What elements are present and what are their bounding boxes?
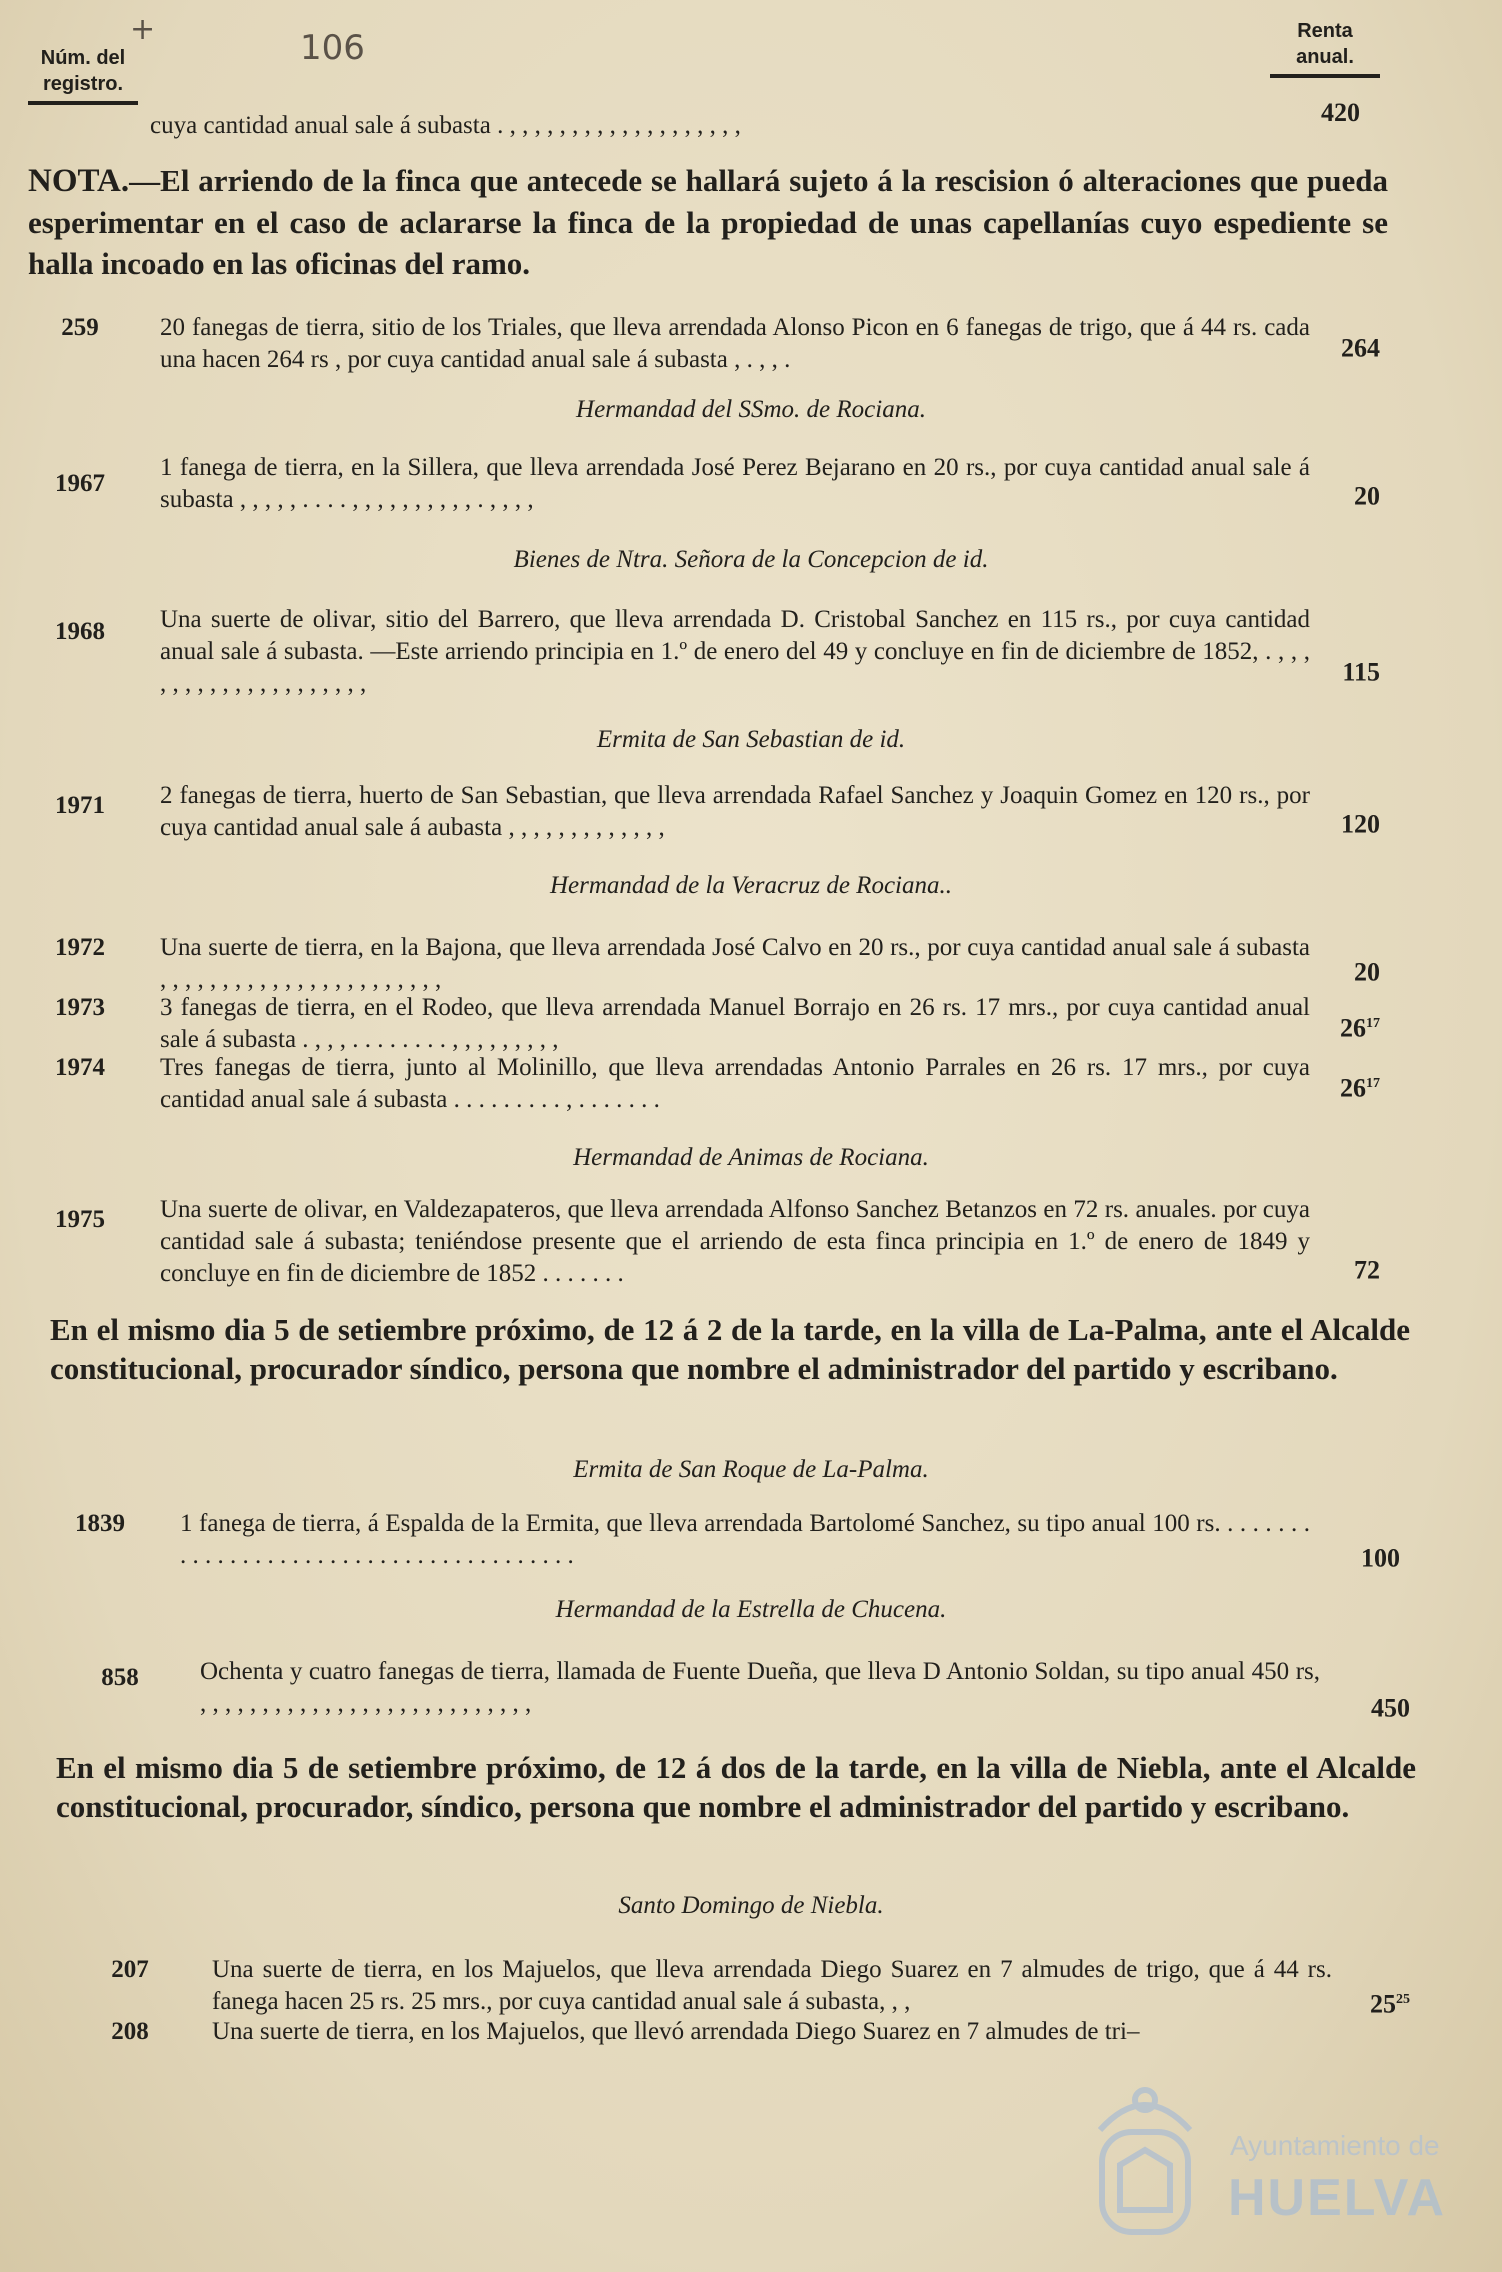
entry-description: Una suerte de olivar, sitio del Barrero, que lleva arrendada D. Cristobal Sanchez en 115 rs., por cuya cantidad anual sale á subasta. —Este arriendo principia en 1.º de enero del 49 y concluye en fin de diciembre de 1852, . , , , , , , , , , , , , , , , , , , , ,	[160, 606, 1310, 697]
registry-number: 1973	[55, 994, 105, 1021]
entry-description: Una suerte de tierra, en los Majuelos, que lleva arrendada Diego Suarez en 7 almudes de trigo, que á 44 rs. fanega hacen 25 rs. 25 mrs., por cuya cantidad anual sale á subasta, , ,	[212, 1956, 1332, 2015]
registry-number: 1839	[75, 1510, 125, 1537]
entry-description: 1 fanega de tierra, en la Sillera, que lleva arrendada José Perez Bejarano en 20 rs., por cuya cantidad anual sale á subasta , , , , , . . . . , , , , , , , , , , . , , , ,	[160, 454, 1310, 513]
registry-number: 858	[101, 1664, 139, 1691]
section-heading: Hermandad de la Veracruz de Rociana..	[549, 872, 952, 899]
entry-description: Una suerte de tierra, en la Bajona, que lleva arrendada José Calvo en 20 rs., por cuya cantidad anual sale á subasta , , , , , , , , , , , , , , , , , , , , , , ,	[160, 934, 1310, 993]
nota-text: —El arriendo de la finca que antecede se hallará sujeto á la rescision ó alteraciones que pueda esperimentar en el caso de aclararse la finca de la propiedad de unas capellanías cuyo espediente se halla incoado en las oficinas del ramo.	[28, 163, 1388, 281]
coat-of-arms-icon	[1080, 2070, 1210, 2260]
annual-rent-column-header	[1270, 18, 1380, 78]
entry-description: Tres fanegas de tierra, junto al Molinillo, que lleva arrendadas Antonio Parrales en 26 rs. 17 mrs., por cuya cantidad anual sale á subasta . . . . . . . . . , . . . . . . .	[160, 1054, 1310, 1113]
registry-number: 1972	[55, 934, 105, 961]
section-heading: Bienes de Ntra. Señora de la Concepcion de id.	[513, 546, 989, 573]
entry-rent-amount: 115	[1342, 657, 1380, 687]
entry-rent-amount: 100	[1361, 1543, 1400, 1573]
entry-description: 1 fanega de tierra, á Espalda de la Ermita, que lleva arrendada Bartolomé Sanchez, su tipo anual 100 rs. . . . . . . . . . . . . . . . . . . . . . . . . . . . . . . . . . . . . . . .	[180, 1510, 1310, 1569]
entry-description: Ochenta y cuatro fanegas de tierra, llamada de Fuente Dueña, que lleva D Antonio Soldan, su tipo anual 450 rs, , , , , , , , , , , , , , , , , , , , , , , , , , , ,	[200, 1658, 1320, 1717]
entry-rent-amount: $26^{17}$	[1340, 1073, 1380, 1103]
entry-rent-amount: $25^{25}$	[1370, 1989, 1410, 2019]
registry-number: 1975	[55, 1206, 105, 1233]
entry-description: 3 fanegas de tierra, en el Rodeo, que lleva arrendada Manuel Borrajo en 26 rs. 17 mrs., por cuya cantidad anual sale á subasta . , , , . . . . . . . . , , , , , , , , ,	[160, 994, 1310, 1053]
section-heading: Hermandad de la Estrella de Chucena.	[555, 1596, 947, 1623]
header-rule-right	[1270, 74, 1380, 78]
entry-rent-amount: 450	[1371, 1693, 1410, 1723]
entry-description: Una suerte de tierra, en los Majuelos, que llevó arrendada Diego Suarez en 7 almudes de tri–	[212, 2018, 1140, 2045]
section-heading: Santo Domingo de Niebla.	[618, 1892, 884, 1919]
section-heading: Hermandad del SSmo. de Rociana.	[576, 396, 926, 423]
registry-number: 1967	[55, 470, 105, 497]
watermark-line2: HUELVA	[1228, 2169, 1447, 2227]
watermark-line1: Ayuntamiento de	[1230, 2130, 1440, 2161]
auction-notice-niebla: En el mismo dia 5 de setiembre próximo, de 12 á dos de la tarde, en la villa de Niebla, ante el Alcalde constitucional, procurador, síndico, persona que nombre el administrador del partido y escribano.	[56, 1750, 1416, 1824]
handwritten-cross-mark: +	[130, 12, 156, 47]
entry-description: Una suerte de olivar, en Valdezapateros, que lleva arrendada Alfonso Sanchez Betanzos en 72 rs. anuales. por cuya cantidad sale á subasta; teniéndose presente que el arriendo de esta finca principia en 1.º de enero de 1849 y concluye en fin de diciembre de 1852 . . . . . . .	[160, 1196, 1310, 1287]
continuation-amount: 420	[1321, 98, 1360, 127]
entry-rent-amount: 20	[1354, 481, 1380, 511]
entry-rent-amount: 72	[1354, 1255, 1380, 1285]
section-heading: Hermandad de Animas de Rociana.	[573, 1144, 929, 1171]
registry-number: 1974	[55, 1054, 105, 1081]
entry-description: 20 fanegas de tierra, sitio de los Triales, que lleva arrendada Alonso Picon en 6 fanegas de trigo, que á 44 rs. cada una hacen 264 rs , por cuya cantidad anual sale á subasta , . , , .	[160, 314, 1310, 373]
registry-number: 208	[111, 2018, 149, 2045]
auction-notice-la-palma: En el mismo dia 5 de setiembre próximo, de 12 á 2 de la tarde, en la villa de La-Palma, ante el Alcalde constitucional, procurador síndico, persona que nombre el administrador del partido y escribano.	[50, 1312, 1410, 1386]
entry-rent-amount: 120	[1341, 809, 1380, 839]
header-rule-left	[28, 101, 138, 105]
registry-number-label: Núm. del registro.	[40, 47, 126, 95]
section-heading: Ermita de San Roque de La-Palma.	[573, 1456, 929, 1483]
entry-rent-amount: $26^{17}$	[1340, 1013, 1380, 1043]
entry-rent-amount: 264	[1341, 333, 1380, 363]
handwritten-folio-number: 106	[300, 28, 365, 68]
registry-number: 259	[61, 314, 99, 341]
section-heading: Ermita de San Sebastian de id.	[596, 726, 906, 753]
nota-paragraph	[28, 160, 1388, 284]
continuation-line: cuya cantidad anual sale á subasta . , , , , , , , , , , , , , , , , , , ,	[150, 112, 741, 139]
registry-number: 1971	[55, 792, 105, 819]
ayuntamiento-huelva-watermark	[1080, 2070, 1447, 2260]
entry-description: 2 fanegas de tierra, huerto de San Sebastian, que lleva arrendada Rafael Sanchez y Joaquin Gomez en 120 rs., por cuya cantidad anual sale á aubasta , , , , , , , , , , , , ,	[160, 782, 1310, 841]
nota-label: NOTA.	[28, 163, 130, 199]
annual-rent-label: Renta anual.	[1296, 20, 1354, 68]
entry-rent-amount: 20	[1354, 957, 1380, 987]
registry-number-column-header	[28, 45, 138, 105]
registry-number: 1968	[55, 618, 105, 645]
registry-number: 207	[111, 1956, 149, 1983]
